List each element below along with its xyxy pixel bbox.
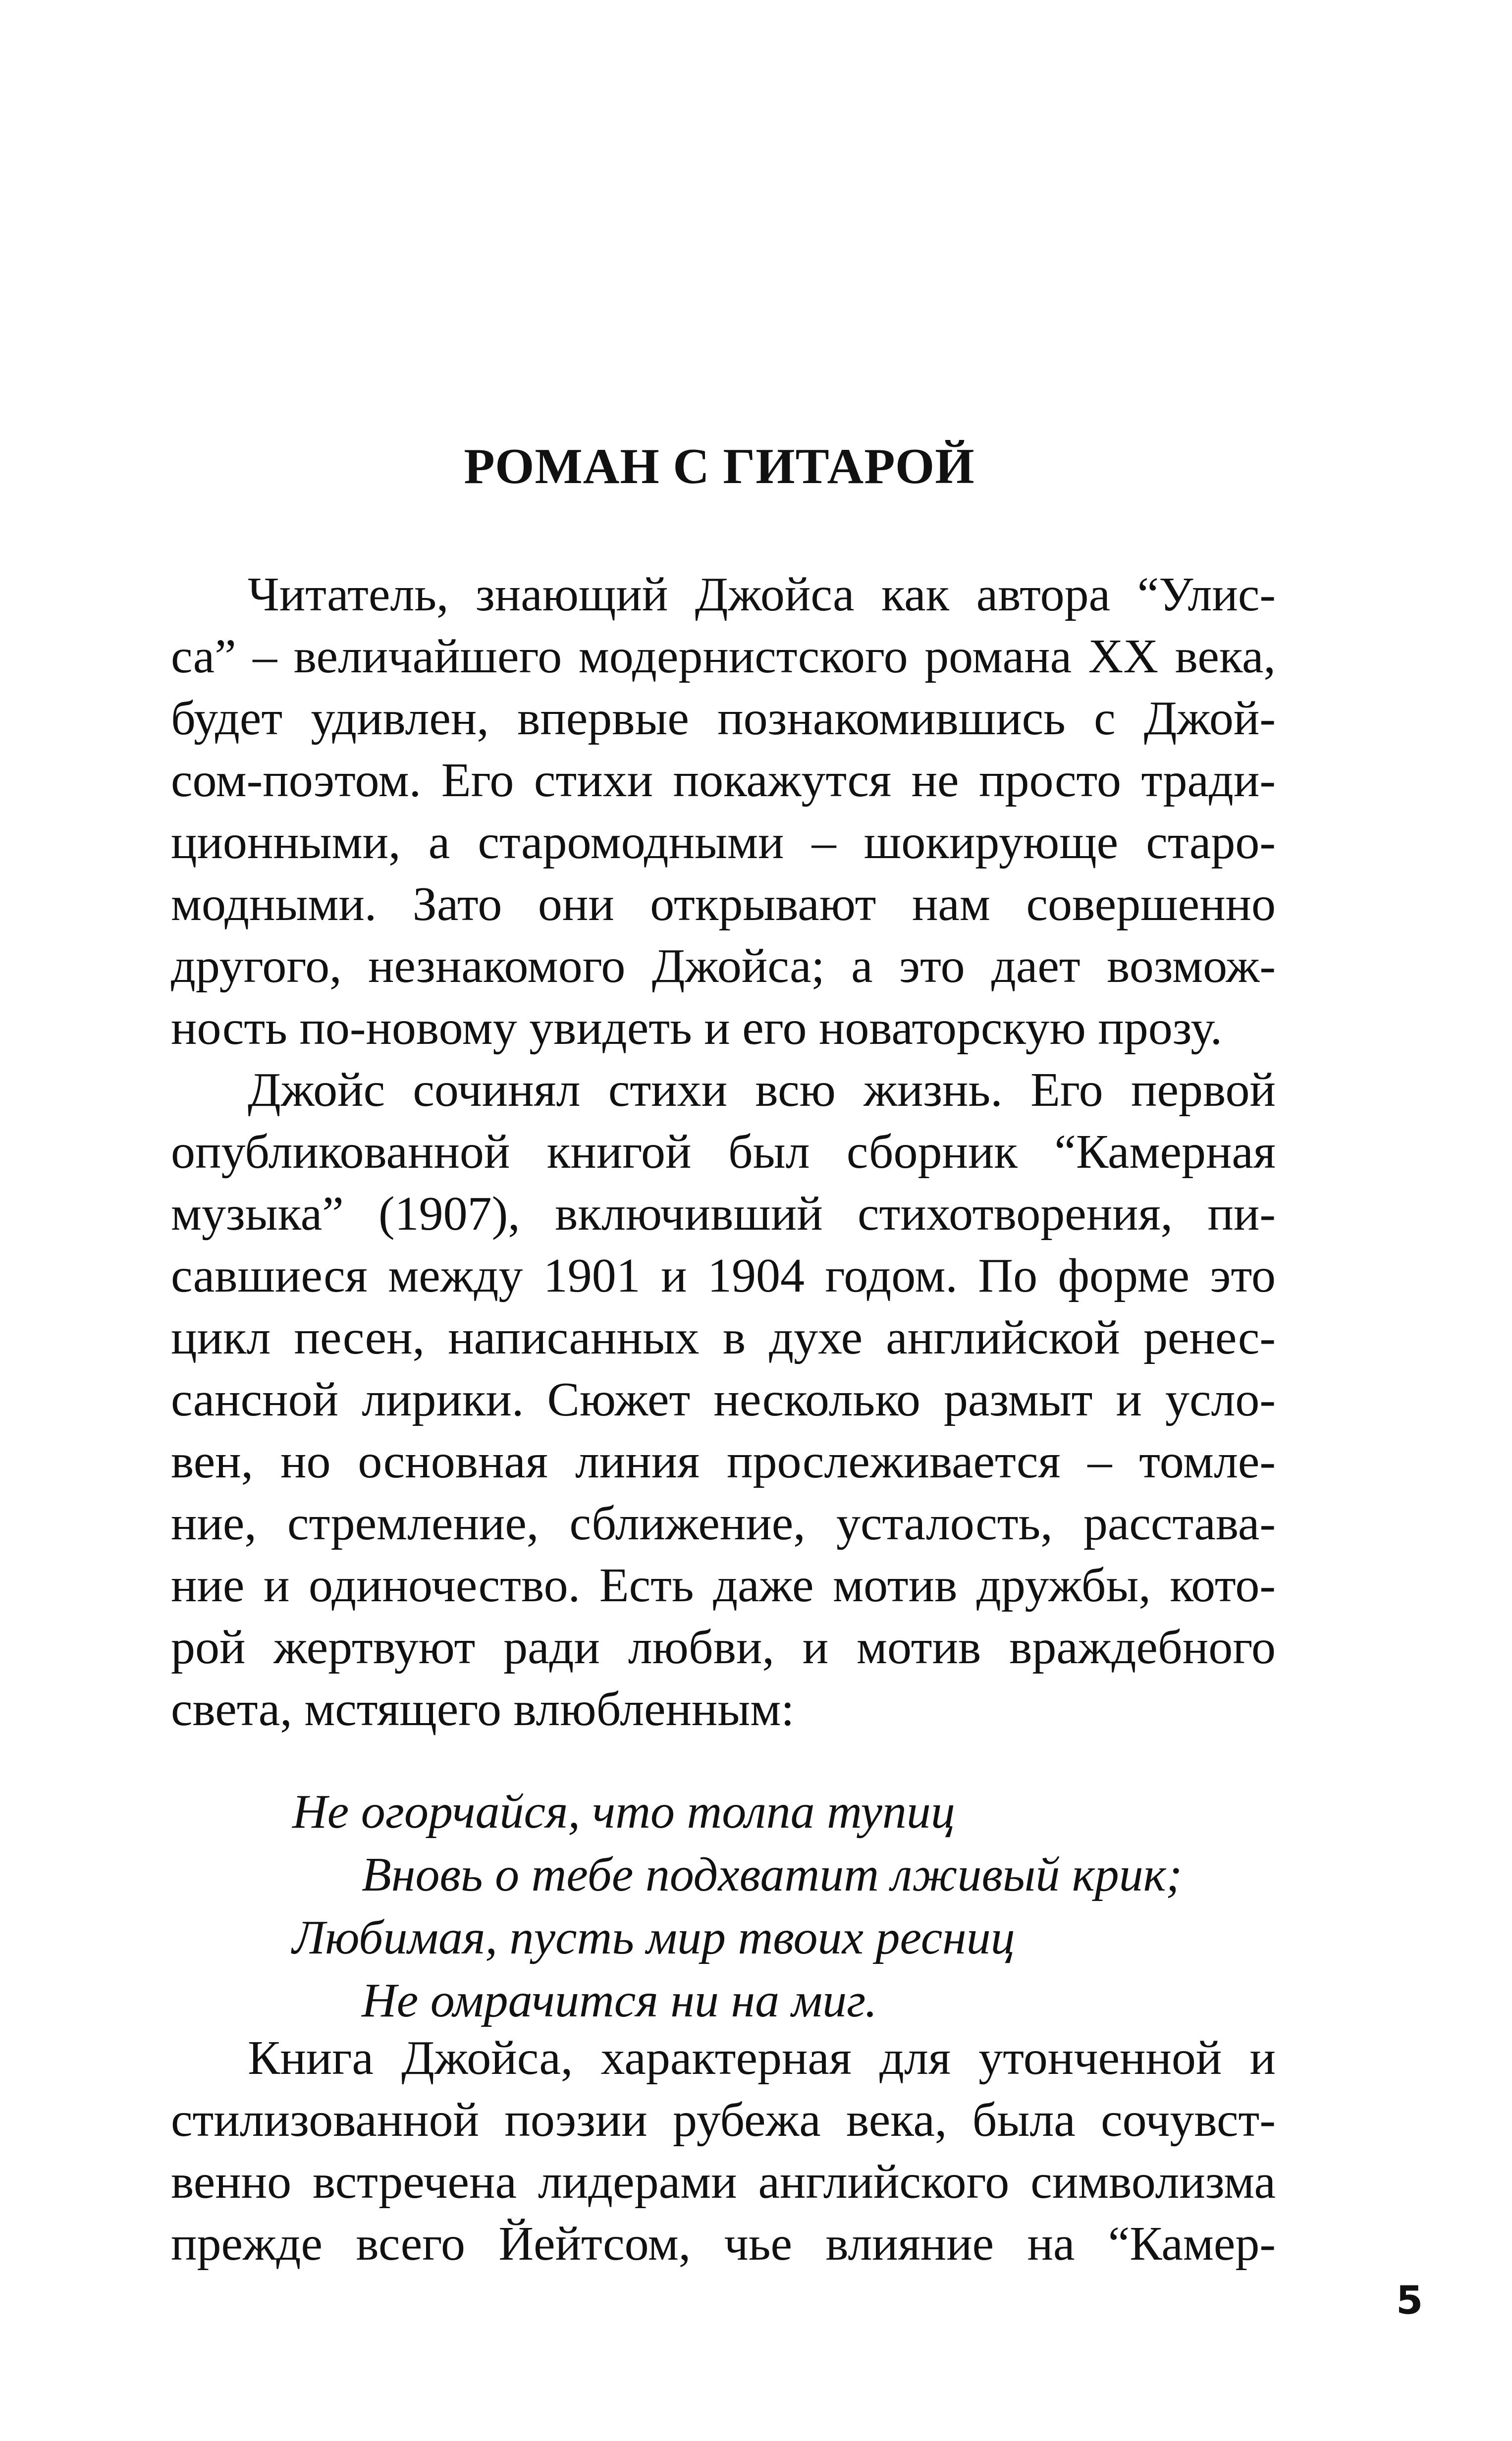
text-line: прежде всего Йейтсом, чье влияние на “Камер- (171, 2217, 1276, 2271)
text-line: сом-поэтом. Его стихи покажутся не просто тради- (171, 754, 1276, 807)
text-line: модными. Зато они открывают нам совершенно (171, 877, 1276, 931)
text-line: Читатель, знающий Джойса как автора “Улис- (248, 568, 1276, 621)
verse-line: Не огорчайся, что толпа тупиц (292, 1785, 955, 1839)
paragraph-1 (171, 564, 1276, 1059)
chapter-title: РОМАН С ГИТАРОЙ (464, 438, 975, 494)
text-line: вен, но основная линия прослеживается – томле- (171, 1435, 1276, 1488)
text-line: цикл песен, написанных в духе английской ренес- (171, 1311, 1276, 1364)
text-line: ние и одиночество. Есть даже мотив дружбы, кото- (171, 1559, 1276, 1612)
text-line: са” – величайшего модернистского романа XX века, (171, 630, 1276, 683)
text-line: савшиеся между 1901 и 1904 годом. По форме это (171, 1249, 1276, 1302)
verse-line: Вновь о тебе подхватит лживый крик; (362, 1848, 1183, 1901)
text-line: рой жертвуют ради любви, и мотив враждебного (171, 1621, 1276, 1674)
paragraph-3 (171, 2027, 1276, 2275)
text-line: ность по-новому увидеть и его новаторскую прозу. (171, 1001, 1223, 1055)
text-line: сансной лирики. Сюжет несколько размыт и усло- (171, 1373, 1276, 1426)
text-line: ние, стремление, сближение, усталость, расстава- (171, 1497, 1276, 1550)
verse-line: Не омрачится ни на миг. (362, 1974, 877, 2027)
text-line: венно встречена лидерами английского символизма (171, 2155, 1276, 2209)
text-line: другого, незнакомого Джойса; а это дает возмож- (171, 939, 1276, 993)
verse-quote (292, 1781, 1283, 2032)
text-line: будет удивлен, впервые познакомившись с Джой- (171, 692, 1276, 745)
text-line: ционными, а старомодными – шокирующе старо- (171, 815, 1276, 869)
verse-line: Любимая, пусть мир твоих ресниц (292, 1911, 1015, 1964)
page-number: 5 (1396, 2278, 1423, 2323)
text-line: Книга Джойса, характерная для утонченной и (248, 2031, 1276, 2085)
text-line: опубликованной книгой был сборник “Камерная (171, 1125, 1276, 1179)
text-line: Джойс сочинял стихи всю жизнь. Его первой (248, 1063, 1276, 1117)
paragraph-2 (171, 1059, 1276, 1740)
text-line: стилизованной поэзии рубежа века, была сочувст- (171, 2093, 1276, 2147)
text-line: музыка” (1907), включивший стихотворения, пи- (171, 1187, 1276, 1241)
text-line: света, мстящего влюбленным: (171, 1682, 795, 1736)
